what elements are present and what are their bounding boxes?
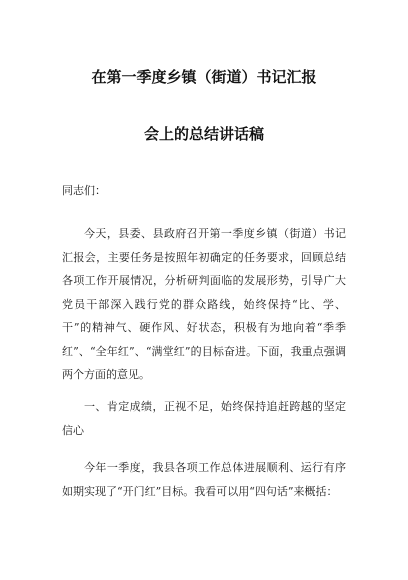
document-title-line1: 在第一季度乡镇（街道）书记汇报 <box>91 68 317 86</box>
body-paragraph-1: 今天，县委、县政府召开第一季度乡镇（街道）书记汇报会，主要任务是按照年初确定的任务要求，回顾总结各项工作开展情况，分析研判面临的发展形势，引导广大党员干部深入践行党的群众路线，始终保持“比、学、干”的精神气、硬作风、好状态，积极有为地向着“季季红”、“全年红”、“满堂红”的目标奋进。下面，我重点强调两个方面的意见。 <box>62 227 346 381</box>
body-paragraph-2: 今年一季度，我县各项工作总体进展顺利、运行有序如期实现了“开门红”目标。我看可以用“四句话”来概括： <box>62 461 346 498</box>
document-title-line2: 会上的总结讲话稿 <box>143 125 264 143</box>
section-heading: 一、肯定成绩，正视不足，始终保持追赶跨越的坚定信心 <box>62 400 346 437</box>
greeting: 同志们： <box>62 184 106 197</box>
